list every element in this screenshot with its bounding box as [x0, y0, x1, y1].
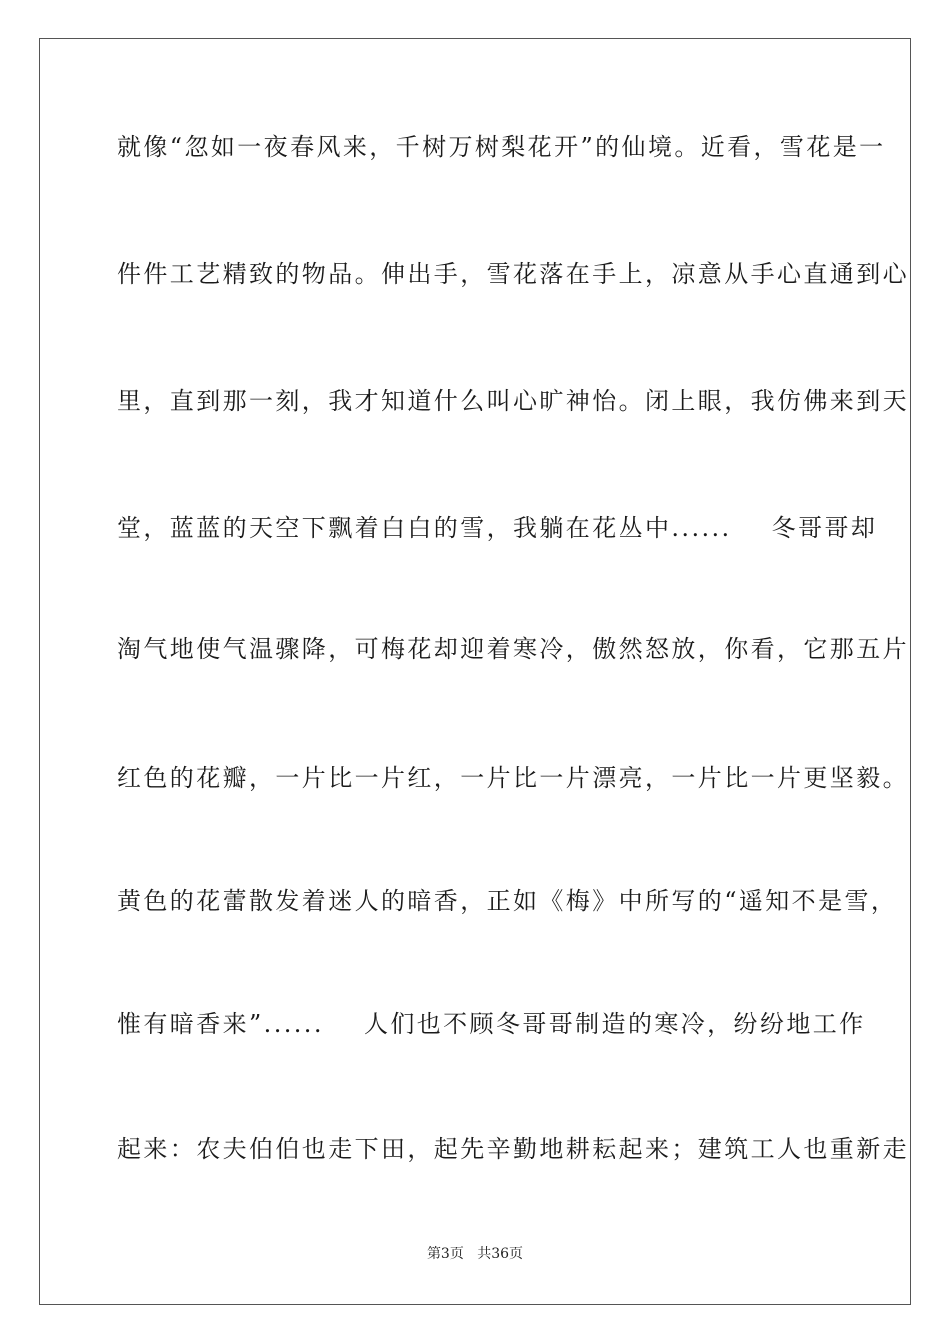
- body-text-line: 堂，蓝蓝的天空下飘着白白的雪，我躺在花丛中...... 冬哥哥却: [117, 514, 878, 542]
- body-text-line: 件件工艺精致的物品。伸出手，雪花落在手上，凉意从手心直通到心: [117, 260, 909, 288]
- body-text-line: 淘气地使气温骤降，可梅花却迎着寒冷，傲然怒放，你看，它那五片: [117, 635, 909, 663]
- body-text-line: 就像“忽如一夜春风来，千树万树梨花开”的仙境。近看，雪花是一: [117, 133, 886, 161]
- page-footer: [0, 1244, 950, 1264]
- body-text-line: 黄色的花蕾散发着迷人的暗香，正如《梅》中所写的“遥知不是雪，: [117, 887, 898, 915]
- body-text-line: 里，直到那一刻，我才知道什么叫心旷神怡。闭上眼，我仿佛来到天: [117, 387, 909, 415]
- page-number: 第3页: [426, 1246, 464, 1262]
- body-text-line: 惟有暗香来”...... 人们也不顾冬哥哥制造的寒冷，纷纷地工作: [117, 1010, 866, 1038]
- page-border: [39, 38, 911, 1305]
- body-text-line: 起来：农夫伯伯也走下田，起先辛勤地耕耘起来；建筑工人也重新走: [117, 1135, 909, 1163]
- body-text-line: 红色的花瓣，一片比一片红，一片比一片漂亮，一片比一片更坚毅。: [117, 764, 909, 792]
- total-pages: 共36页: [477, 1246, 524, 1262]
